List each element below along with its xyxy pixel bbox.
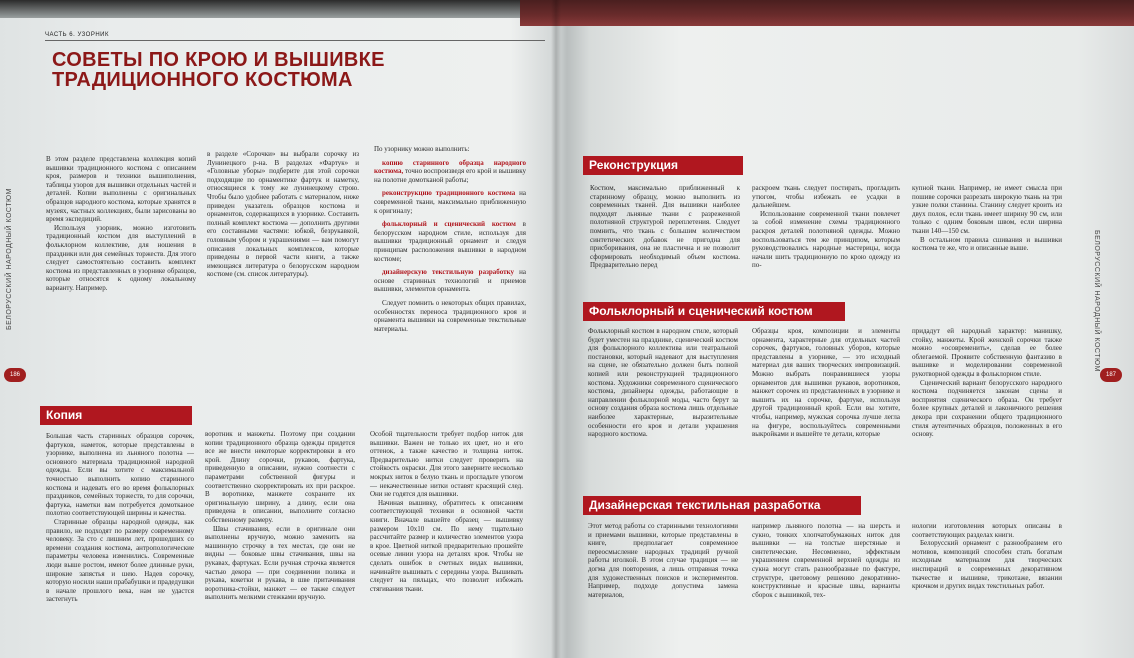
side-label-right: БЕЛОРУССКИЙ НАРОДНЫЙ КОСТЮМ bbox=[1093, 230, 1100, 372]
page-number-left: 186 bbox=[4, 368, 26, 382]
paragraph: придадут ей народный характер: манишку, стойку, манжеты. Крой женской сорочки также можно «осовременить», сделав ее более облегаемой. Проявите собственную фантазию в вышивке и моделировании современной рукотворной одежды в фольклорном стиле. bbox=[912, 327, 1062, 378]
rekonstr-column-1 bbox=[590, 184, 740, 270]
kopiya-column-3 bbox=[370, 430, 523, 593]
book-fold bbox=[551, 0, 561, 658]
paragraph: например льняного полотна — на шерсть и сукно, тонких хлопчатобумажных ниток для вышивки — на толстые шерстяные и синтетические. Несомненно, эффектным украшением современной верхней одежды из сукна могут стать разнообразные по фактуре, структуре, цветовому решению декоративно-конструктивные и красные швы, варианты сборок с вышивкой, тех- bbox=[752, 522, 900, 599]
design-column-3 bbox=[912, 522, 1062, 591]
paragraph: воротник и манжеты. Поэтому при создании копии традиционного образца одежды придется все же внести некоторые корректировки в его крой. Длину сорочки, рукавов, фартука, приведенную в описании, нужно соотнести с параметрами собственной фигуры и соответственно скорректировать их при раскрое. В воротнике, манжете сохраните их оригинальную ширину, а длину, если она приведена в описании, выполните согласно собственному размеру. bbox=[205, 430, 355, 524]
paragraph: Сценический вариант белорусского народного костюма подчиняется законам сцены и восприятия сценического образа. Он требует более крупных деталей и лаконичного решения декора при сохранении общего традиционного стиля аутентичных образцов, положенных в его основу. bbox=[912, 378, 1062, 439]
paragraph: Следует помнить о некоторых общих правилах, особенностях переноса традиционного кроя и орнамента вышивки на современные текстильные материалы. bbox=[374, 298, 526, 333]
title-line-1: СОВЕТЫ ПО КРОЮ И ВЫШИВКЕ bbox=[52, 49, 385, 71]
paragraph: Используя узорник, можно изготовить традиционный костюм для выступлений в фольклорном коллективе, для ношения в праздники или дня семейных торжеств. Для этого следует самостоятельно составить комплект костюма из представленных в узорнике образцов, которые относятся к одному локальному варианту. Например. bbox=[46, 223, 196, 292]
paragraph: нологии изготовления которых описаны в соответствующих разделах книги. bbox=[912, 522, 1062, 539]
rekonstr-column-2 bbox=[752, 184, 900, 270]
paragraph: купной ткани. Например, не имеет смысла при пошиве сорочки разрезать широкую ткань на три узкие полки станины. Станину следует кроить из двух полок, если ткань имеет ширину 90 см, или только с одним боковым швом, если ширина ткани 140—150 см. bbox=[912, 184, 1062, 235]
paragraph: Начиная вышивку, обратитесь к описаниям соответствующей техники в основной части книги. Вначале вышейте образец — вышивку размером 10х10 см. По нему тщательно рассчитайте размер и количество элементов узора в крое. Цветной ниткой предварительно прошейте осевые линии узора на деталях кроя. Чтобы не сделать ошибок в счетных видах вышивки, начинайте вышивать с середины узора. Вышивать следует на пяльцах, что позволит избежать стягивания ткани. bbox=[370, 498, 523, 593]
folk-column-3 bbox=[912, 327, 1062, 439]
paragraph: раскроем ткань следует постирать, прогладить утюгом, чтобы избежать ее усадки в дальнейшем. bbox=[752, 184, 900, 210]
design-column-1 bbox=[588, 522, 738, 599]
list-item: дизайнерскую текстильную разработку на основе старинных технологий и приемов вышивки, элементов орнамента. bbox=[374, 268, 526, 294]
design-column-2 bbox=[752, 522, 900, 599]
paragraph: Старинные образцы народной одежды, как правило, не подходят по размеру современному человеку. За сто с лишним лет, прошедших со времени создания костюма, антропологические параметры человека изменились. Современные люди выше ростом, имеют более длинные руки, широкие запястья и шею. Надев сорочку, которую носили наши прабабушки и прадедушки в начале прошлого века, нам не удастся застегнуть bbox=[46, 517, 194, 604]
book-cover-edge bbox=[520, 0, 1134, 26]
kopiya-column-1 bbox=[46, 432, 194, 604]
paragraph: Этот метод работы со старинными технологиями и приемами вышивки, которые представлены в книге, предполагает современное переосмысление народных традиций ручной работы иголкой. В этом случае традиция — не догма для повторения, а лишь отправная точка для художественных поисков и экспериментов. Например, подходе допустима замена материалов, bbox=[588, 522, 738, 599]
folk-column-2 bbox=[752, 327, 900, 439]
paragraph: Швы стачивания, если в оригинале они выполнены вручную, можно заменить на машинную строчку в тех местах, где они не видны — боковые швы стачивания, швы на рукавах, фартуках. Если ручная строчка является частью декора — при соединении полика и рукава, кокетки и рукава, в шве притачивания воротника-стойки, манжет — ее также следует выполнить мелкими стежками вручную. bbox=[205, 524, 355, 602]
title-line-2: ТРАДИЦИОННОГО КОСТЮМА bbox=[52, 69, 353, 91]
intro-column-2 bbox=[207, 150, 359, 279]
paragraph: Образцы кроя, композиции и элементы орнамента, характерные для отдельных частей сорочек, фартуков, головных уборов, которые представлены в узорнике, — это исходный материал для ваших творческих импровизаций. Можно выбрать понравившиеся узоры орнаментов для вышивки рукавов, воротников, манжет сорочек из представленных в узорнике и вышить их на сорочке, фартуке, используя другой традиционный крой. Если вы хотите, чтобы, например, мужская сорочка лучше легла на фигуре, воспользуйтесь современными выкройками и вышейте те детали, которые bbox=[752, 327, 900, 439]
page-number-right: 187 bbox=[1100, 368, 1122, 382]
list-item: фольклорный и сценический костюм в белорусском народном стиле, используя для вышивки традиционный орнамент и следуя принципам расположения вышивки в народном костюме; bbox=[374, 220, 526, 263]
header-rule bbox=[45, 40, 545, 41]
paragraph: По узорнику можно выполнить: bbox=[374, 145, 470, 153]
paragraph: Использование современной ткани повлечет за собой изменение схемы традиционного раскроя деталей полотняной одежды. Можно воспользоваться тем же принципом, которым руководствовались народные мастерицы, когда начали шить традиционную по крою одежду из по- bbox=[752, 209, 900, 270]
paragraph: Белорусский орнамент с разнообразием его мотивов, композиций способен стать богатым исходным материалом для творческих инспираций в современных декоративном ткачестве и вышивке, трикотаже, вязании крючком и других видах текстильных работ. bbox=[912, 539, 1062, 591]
list-item: реконструкцию традиционного костюма на современной ткани, максимально приближенную к оригиналу; bbox=[374, 189, 526, 215]
section-heading-folk: Фольклорный и сценический костюм bbox=[583, 302, 845, 321]
page-title bbox=[52, 50, 532, 90]
paragraph: Большая часть старинных образцов сорочек, фартуков, наметок, которые представлены в узорнике, выполнена из льняного полотна — основного материала традиционной народной одежды. Если вы хотите с максимальной точностью выполнить копию старинного костюма и надевать его во время фольклорных праздников, семейных торжеств, то для сорочки, фартука, наметки вам потребуется домотканое полотно соответствующей ширины и качества. bbox=[46, 432, 194, 518]
paragraph: Костюм, максимально приближенный к старинному образцу, можно выполнить из современных тканей. Для вышивки наиболее подходят льняные ткани с разреженной полотняной структурой переплетения. Следует помнить, что ткань с большим количеством синтетических добавок не пригодна для присборивания, она не пластична и не позволит сформировать необходимый объем костюма. Предварительно перед bbox=[590, 184, 740, 270]
rekonstr-column-3 bbox=[912, 184, 1062, 253]
paragraph: в разделе «Сорочки» вы выбрали сорочку из Лунинецкого р-на. В разделах «Фартук» и «Головные уборы» подберите для этой сорочки подходящие по орнаментике фартук и наметку, относящиеся к тому же лунинецкому строю. Чтобы было удобнее работать с материалом, ниже приведен указатель образцов костюма и орнаментов, содержащихся в узорнике. Составить полный комплект костюма — дополнить другими его составными частями: юбкой, безрукавкой, головным убором и украшениями — вам помогут описания локальных комплексов, которые приведены в первой части книги, а также имеющаяся литература о белорусском народном костюме (см. список литературы). bbox=[207, 150, 359, 279]
page-edge-shadow bbox=[0, 0, 560, 18]
intro-column-3 bbox=[374, 145, 526, 338]
intro-column-1 bbox=[46, 155, 196, 293]
kopiya-column-2 bbox=[205, 430, 355, 602]
paragraph: Особой тщательности требует подбор ниток для вышивки. Важен не только их цвет, но и его оттенок, а также качество и толщина ниток. Предварительно нитки следует проверить на стойкость окраски. Для этого заверните несколько мокрых ниток в белую ткань и прогладьте утюгом — некачественные нитки оставят красящий след. Они не годятся для вышивки. bbox=[370, 430, 523, 499]
section-heading-rekonstruktsiya: Реконструкция bbox=[583, 156, 743, 175]
side-label-left: БЕЛОРУССКИЙ НАРОДНЫЙ КОСТЮМ bbox=[6, 188, 13, 330]
paragraph: Фольклорный костюм в народном стиле, который будет уместен на празднике, сценический костюм для фольклорного коллектива или театральной постановки, который надевают для выступления на сцене, не обязательно должен быть полной копией или реконструкцией традиционного костюма. Художники современного сценического костюма, дизайнеры одежды, работающие в направлении фольклорной моды, часто берут за основу создания образа костюма лишь отдельные наиболее характерные, выразительные особенности его кроя и детали украшения народного костюма. bbox=[588, 327, 738, 439]
paragraph: В этом разделе представлена коллекция копий вышивки традиционного костюма с описанием кроя, размеров и техники вышиполнения, таблицы узоров для вышивки отдельных частей и деталей. Копии выполнены с оригинальных образцов народного костюма, которые хранятся в музеях, частных коллекциях, были зарисованы во время экспедиций. bbox=[46, 155, 196, 224]
section-heading-kopiya: Копия bbox=[40, 406, 192, 425]
folk-column-1 bbox=[588, 327, 738, 439]
paragraph: В остальном правила сшивания и вышивки костюма те же, что и описанные выше. bbox=[912, 235, 1062, 253]
running-head: ЧАСТЬ 6. УЗОРНИК bbox=[45, 32, 109, 38]
list-item: копию старинного образца народного костюма, точно воспроизведя его крой и вышивку на полотне домотканой работы; bbox=[374, 158, 526, 184]
section-heading-design: Дизайнерская текстильная разработка bbox=[583, 496, 861, 515]
